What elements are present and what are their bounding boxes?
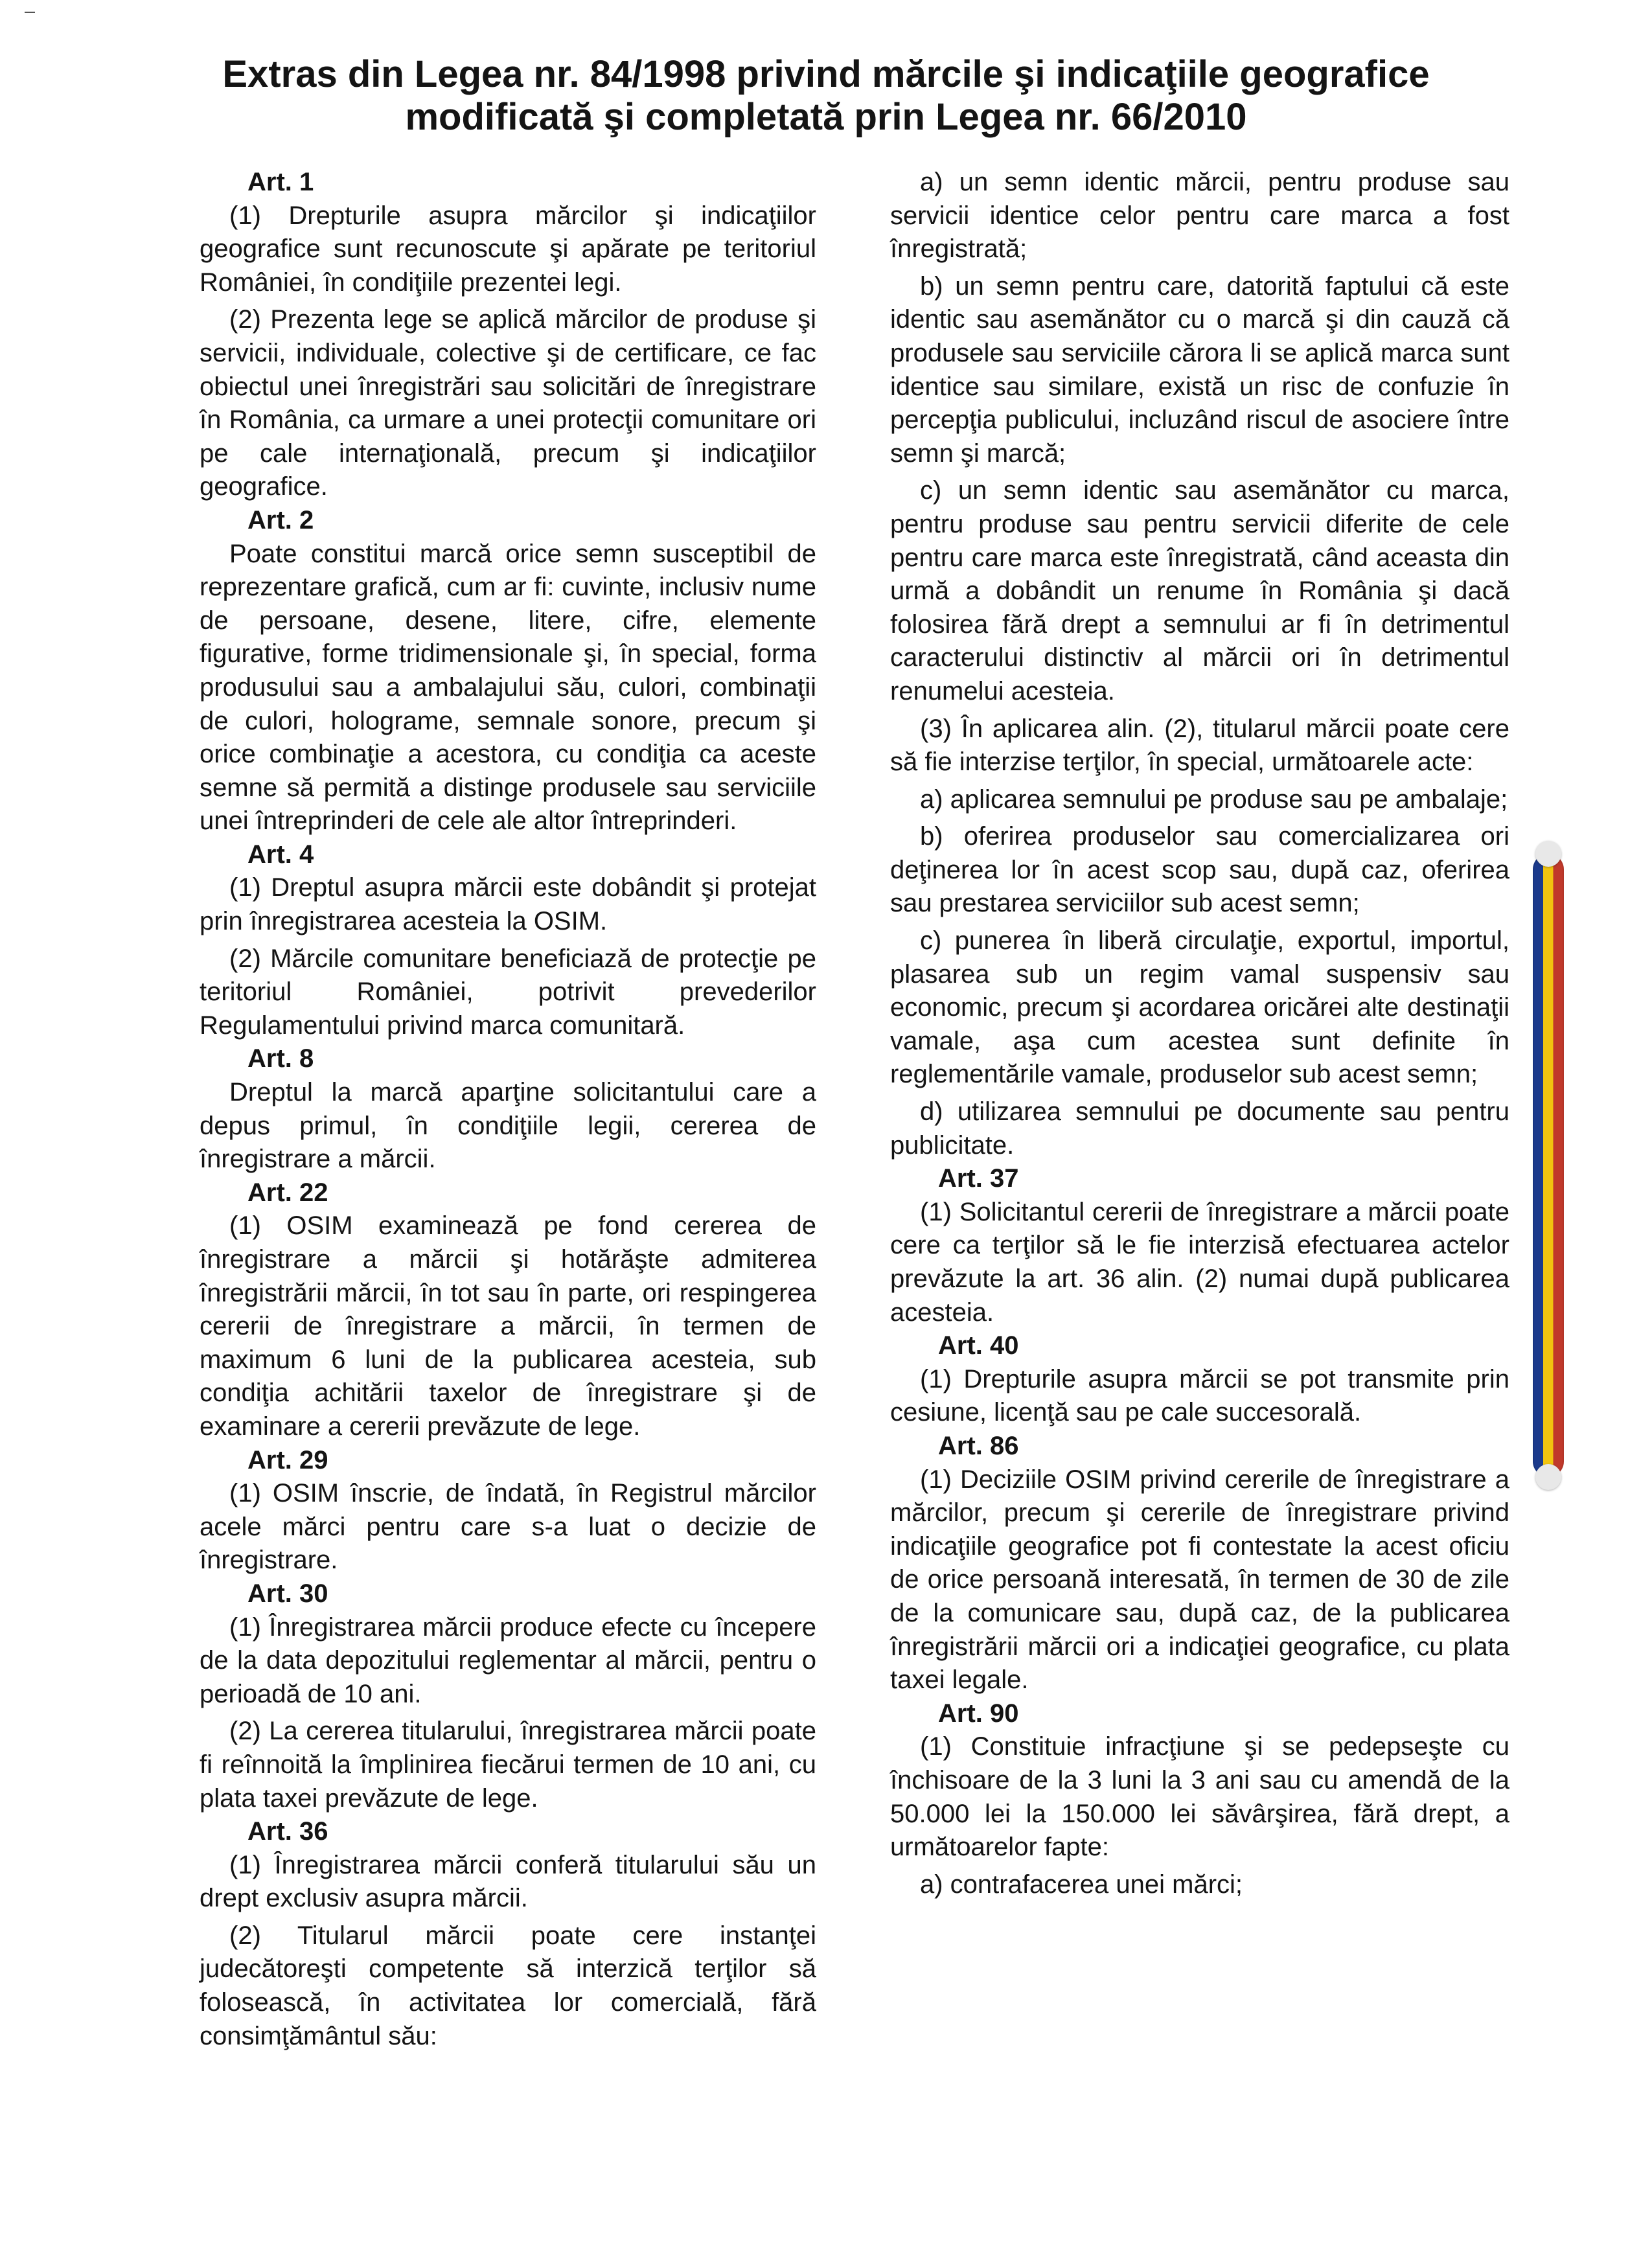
paragraph: d) utilizarea semnului pe documente sau pentru publicitate. xyxy=(890,1097,1509,1160)
article-heading: Art. 36 xyxy=(247,1817,328,1846)
paragraph: (1) Înregistrarea mărcii conferă titularului său un drept exclusiv asupra mărcii. xyxy=(200,1850,816,1913)
article-heading: Art. 4 xyxy=(247,840,314,869)
tricolor-ribbon xyxy=(1533,854,1564,1477)
article-heading: Art. 37 xyxy=(938,1164,1019,1193)
paragraph: (1) Drepturile asupra mărcilor şi indicaţiilor geografice sunt recunoscute şi apărate pe teritoriul României, în condiţiile prezentei legi. xyxy=(200,201,816,297)
paragraph: c) punerea în liberă circulaţie, exportul, importul, plasarea sub un regim vamal suspensiv sau economic, precum şi acordarea oricărei alte destinaţii vamale, aşa cum acestea sunt definite în reglementările vamale, produselor sub acest semn; xyxy=(890,926,1509,1089)
paragraph: (1) Deciziile OSIM privind cererile de înregistrare a mărcilor, precum şi cererile de înregistrare privind indicaţiile geografice pot fi contestate la acest oficiu de orice persoană interesată, în termen de 30 de zile de la comunicare sau, după caz, de la publicarea înregistrării mărcii ori a indicaţiei geografice, cu plata taxei legale. xyxy=(890,1465,1509,1695)
paragraph: c) un semn identic sau asemănător cu marca, pentru produse sau pentru servicii diferite de cele pentru care marca este înregistrată, când aceasta din urmă a dobândit un renume în România şi dacă folosirea fără drept a semnului ar fi în detrimentul caracterului distinctiv al mărcii ori în detrimentul renumelui acesteia. xyxy=(890,476,1509,705)
paragraph: (2) Mărcile comunitare beneficiază de protecţie pe teritoriul României, potrivit prevederilor Regulamentului privind marca comunitară. xyxy=(200,944,816,1040)
paragraph: (1) Înregistrarea mărcii produce efecte cu începere de la data depozitului reglementar al mărcii, pentru o perioadă de 10 ani. xyxy=(200,1612,816,1708)
paragraph: (1) Solicitantul cererii de înregistrare a mărcii poate cere ca terţilor să le fie interzisă efectuarea actelor prevăzute la art. 36 alin. (2) numai după publicarea acesteia. xyxy=(890,1197,1509,1327)
article-heading: Art. 40 xyxy=(938,1331,1019,1360)
paragraph: Poate constitui marcă orice semn susceptibil de reprezentare grafică, cum ar fi: cuvinte, inclusiv nume de persoane, desene, litere, cifre, elemente figurative, forme tridimensionale şi, în special, forma produsului sau a ambalajului său, culori, combinaţii de culori, holograme, semnale sonore, precum şi orice combinaţie a acestora, cu condiţia ca aceste semne să permită a distinge produsele sau serviciile unei întreprinderi de cele ale altor întreprinderi. xyxy=(200,539,816,836)
paragraph: (1) Constituie infracţiune şi se pedepseşte cu închisoare de la 3 luni la 3 ani sau cu amendă de la 50.000 lei la 150.000 lei săvârşirea, fără drept, a următoarelor fapte: xyxy=(890,1732,1509,1862)
title-line-1: Extras din Legea nr. 84/1998 privind mărcile şi indicaţiile geografice xyxy=(222,53,1430,95)
article-heading: Art. 86 xyxy=(938,1431,1019,1460)
left-column xyxy=(200,166,816,2053)
paragraph: (2) La cererea titularului, înregistrarea mărcii poate fi reînnoită la împlinirea fiecărui termen de 10 ani, cu plata taxei prevăzute de lege. xyxy=(200,1717,816,1813)
paragraph: a) aplicarea semnului pe produse sau pe ambalaje; xyxy=(920,785,1508,814)
paragraph: b) un semn pentru care, datorită faptului că este identic sau asemănător cu o marcă şi din cauză că produsele sau serviciile cărora li se aplică marca sunt identice sau similare, există un risc de confuzie în percepţia publicului, incluzând riscul de asociere între semn şi marcă; xyxy=(890,271,1509,468)
paragraph: a) contrafacerea unei mărci; xyxy=(920,1870,1243,1899)
paragraph: Dreptul la marcă aparţine solicitantului care a depus primul, în condiţiile legii, cererea de înregistrare a mărcii. xyxy=(200,1078,816,1174)
paragraph: b) oferirea produselor sau comercializarea ori deţinerea lor în acest scop sau, după caz, oferirea sau prestarea serviciilor sub acest semn; xyxy=(890,822,1509,918)
scan-mark xyxy=(25,12,35,13)
title-line-2: modificată şi completată prin Legea nr. 66/2010 xyxy=(405,96,1247,138)
right-column xyxy=(890,166,1509,1901)
article-heading: Art. 8 xyxy=(247,1044,314,1073)
document-title xyxy=(0,53,1652,139)
article-heading: Art. 2 xyxy=(247,505,314,534)
article-heading: Art. 90 xyxy=(938,1699,1019,1728)
paragraph: (1) OSIM înscrie, de îndată, în Registrul mărcilor acele mărci pentru care s-a luat o decizie de înregistrare. xyxy=(200,1479,816,1575)
paragraph: a) un semn identic mărcii, pentru produse sau servicii identice celor pentru care marca a fost înregistrată; xyxy=(890,168,1509,264)
article-heading: Art. 1 xyxy=(247,168,314,196)
paragraph: (3) În aplicarea alin. (2), titularul mărcii poate cere să fie interzise terţilor, în special, următoarele acte: xyxy=(890,714,1509,777)
article-heading: Art. 30 xyxy=(247,1579,328,1608)
article-heading: Art. 22 xyxy=(247,1178,328,1207)
paragraph: (1) Drepturile asupra mărcii se pot transmite prin cesiune, licenţă sau pe cale succesorală. xyxy=(890,1364,1509,1427)
paragraph: (1) Dreptul asupra mărcii este dobândit şi protejat prin înregistrarea acesteia la OSIM. xyxy=(200,873,816,936)
paragraph: (2) Prezenta lege se aplică mărcilor de produse şi servicii, individuale, colective şi de certificare, ce fac obiectul unei înregistrări sau solicitări de înregistrare în România, ca urmare a unei protecţii comunitare ori pe cale internaţională, precum şi indicaţiilor geografice. xyxy=(200,305,816,501)
article-heading: Art. 29 xyxy=(247,1445,328,1474)
paragraph: (1) OSIM examinează pe fond cererea de înregistrare a mărcii şi hotărăşte admiterea înregistrării mărcii, în tot sau în parte, ori respingerea cererii de înregistrare a mărcii, în termen de maximum 6 luni de la publicarea acesteia, sub condiţia achitării taxelor de înregistrare şi de examinare a cererii prevăzute de lege. xyxy=(200,1211,816,1441)
paragraph: (2) Titularul mărcii poate cere instanţei judecătoreşti competente să interzică terţilor să folosească, în activitatea lor comercială, fără consimţământul său: xyxy=(200,1921,816,2050)
